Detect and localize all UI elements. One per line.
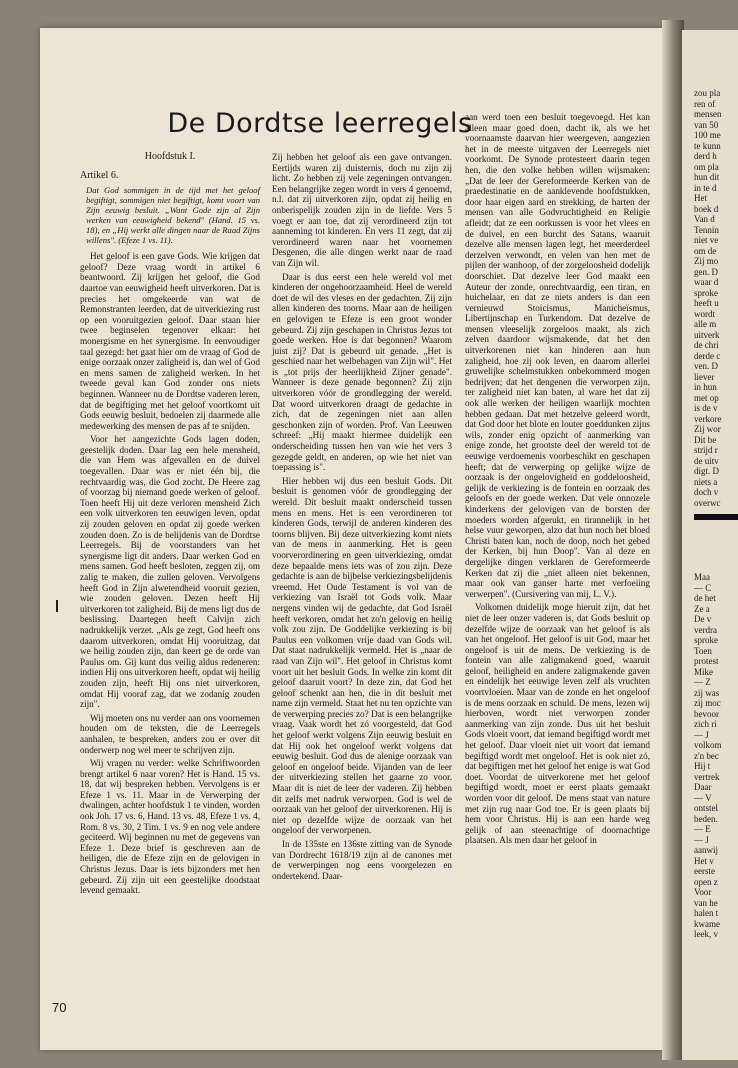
facing-page-line: z'n bec	[694, 750, 719, 761]
paragraph: Wij moeten ons nu verder aan ons voornemen houden om de teksten, die de Leerregels aanhalen, te bespreken, anders zou er over dit onderwerp nog wel meer te schrijven zijn.	[80, 712, 260, 755]
facing-page-line: halen t	[694, 908, 719, 918]
facing-page-line: digt. D	[694, 466, 720, 476]
facing-page-line: Zij wor	[694, 424, 721, 434]
facing-page-line: Mike	[694, 666, 713, 677]
facing-page-line: boek d	[694, 203, 719, 214]
facing-page-line: aanwij	[694, 845, 718, 855]
book-gutter	[662, 20, 684, 1060]
facing-page-line: Zij mo	[694, 256, 719, 266]
paragraph: Voor het aangezichte Gods lagen doden, geestelijk doden. Daar lag een hele mensheid, die van Hem was afgevallen en de duivel toegevallen. Daar was er niet één bij, die rechtvaardig was, die God zocht. De Heere zag of voorzag bij niemand goede werken of geloof. Toen heeft Hij uit deze verloren mensheid Zich een volk uitverkoren ten eeuwigen leven, opdat zij zouden geloven en opdat zij goede werken zouden doen. Zo is de belijdenis van de Dordtse Leerregels. Bij de voorstanders van het synergisme ligt dit anders. Daar werken God en mens samen. God heeft besloten, zeggen zij, om zalig te maken, die zullen geloven. Vervolgens heeft God in Zijn alwetendheid vooruit gezien, wie zouden geloven. Dezen heeft Hij uitverkoren tot zaligheid. Bij de mens ligt dus de beslissing. Daartegen heeft Calvijn zich nadrukkelijk verzet. „Als ge zegt, God heeft ons daarom uitverkoren, omdat Hij vooruitzag, dat we heilig zouden zijn, dan keert ge de orde van Paulus om. Gij kunt dus veilig aldus redeneren: indien Hij ons uitverkoren heeft, opdat wij heilig zouden zijn, heeft Hij ons niet uitverkoren, omdat Hij vooraf zag, dat we zodanig zouden zijn".	[80, 434, 260, 710]
section-bar	[694, 514, 738, 520]
facing-page-line: de het	[694, 593, 716, 603]
facing-page	[682, 30, 738, 1060]
column-3	[465, 112, 650, 849]
margin-mark	[56, 600, 58, 612]
facing-page-line: — E	[694, 824, 711, 834]
facing-page-line: de chri	[694, 340, 719, 350]
facing-page-line: vertrek	[694, 771, 720, 782]
facing-page-line: protest	[694, 656, 719, 666]
facing-page-line: met op	[694, 392, 719, 403]
chapter-heading: Hoofdstuk I.	[144, 151, 196, 162]
facing-page-line: Tennin	[694, 224, 719, 235]
article-title: De Dordtse leerregels	[167, 108, 473, 139]
facing-page-line: niets a	[694, 476, 718, 487]
facing-page-line: beden.	[694, 813, 718, 824]
facing-page-top-text	[682, 30, 738, 508]
article-heading: Artikel 6.	[80, 169, 119, 181]
facing-page-line: derd h	[694, 151, 717, 161]
facing-page-line: mensen	[694, 109, 722, 119]
facing-page-line: Voor	[694, 887, 712, 897]
facing-page-line: Het	[694, 193, 707, 203]
facing-page-line: van 50	[694, 119, 719, 130]
facing-page-line: zij moc	[694, 698, 721, 708]
facing-page-line: niet ve	[694, 235, 719, 245]
column-2	[272, 152, 452, 884]
facing-page-line: te kunn	[694, 140, 721, 151]
facing-page-line: — V	[694, 792, 712, 803]
facing-page-line: verdra	[694, 624, 717, 635]
paragraph: Wij vragen nu verder: welke Schriftwoorden brengt artikel 6 naar voren? Het is Hand. 15 vs. 18, dat wij bespreken hebben. Vervolgens is er Efeze 1 vs. 11. Maar in de Verwerping der dwalingen, achter hoofdstuk 1 te vinden, worden ook Joh. 17 vs. 6, Hand. 13 vs. 48, Efeze 1 vs. 4, Rom. 8 vs. 30, 2 Tim. 1 vs. 9 en nog vele andere geciteerd. Wij beginnen nu met de gegevens van Efeze 1. Deze brief is geschreven aan de heiligen, die de Efeze zijn en de gelovigen in Christus Jezus. Daar is iets bijzonders met hen gebeurd. Zij zijn uit een geestelijke doodstaat levend gemaakt.	[80, 758, 260, 896]
facing-page-line: hun dit	[694, 172, 720, 182]
facing-page-bottom-text	[682, 526, 738, 940]
facing-page-line: — J	[694, 834, 709, 845]
page-number: 70	[52, 1000, 67, 1015]
facing-page-line: alle m	[694, 319, 717, 329]
facing-page-line: Ze a	[694, 603, 710, 614]
facing-page-line: uitverk	[694, 329, 720, 340]
facing-page-line: verkore	[694, 413, 722, 424]
facing-page-line: doch v	[694, 487, 719, 497]
facing-page-line: de uitv	[694, 455, 719, 466]
facing-page-line: is de v	[694, 403, 718, 413]
facing-page-line: overwc	[694, 497, 721, 508]
facing-page-line: Van d	[694, 214, 715, 224]
article-quote: Dat God sommigen in de tijd met het geloof begiftigt, sommigen niet begiftigt, komt voort van Zijn eeuwig besluit. „Want Gode zijn al Zijn werken van eeuwigheid bekend" (Hand. 15 vs. 18), en „Hij werkt alle dingen naar de Raad Zijns willens". (Efeze 1 vs. 11).	[86, 185, 260, 246]
facing-page-line: liever	[694, 371, 715, 382]
facing-page-line: van he	[694, 897, 718, 908]
facing-page-line: leek, v	[694, 929, 718, 939]
facing-page-line: Toen	[694, 645, 712, 656]
paragraph: In de 135ste en 136ste zitting van de Synode van Dordrecht 1618/19 zijn al de canones met de verwerpingen nog eens voorgelezen en ondertekend. Daar-	[272, 839, 452, 881]
facing-page-line: om de	[694, 245, 717, 256]
facing-page-line: Maa	[694, 572, 710, 582]
facing-page-line: 100 me	[694, 130, 721, 140]
facing-page-line: Daar	[694, 782, 712, 792]
facing-page-line: sproke	[694, 287, 718, 298]
facing-page-line: zich ri	[694, 719, 717, 729]
facing-page-line: ven. D	[694, 361, 718, 371]
facing-page-line: Het v	[694, 855, 714, 866]
facing-page-line: strijd r	[694, 445, 718, 455]
facing-page-line: ren of	[694, 98, 716, 109]
facing-page-line: kwame	[694, 918, 720, 929]
paragraph: Zij hebben het geloof als een gave ontvangen. Eertijds waren zij duisternis, doch nu zijn zij licht. Zo hebben zij vele zegeningen ontvangen. Een belangrijke zegen wordt in vers 4 genoemd, n.l. dat zij uitverkoren zijn, opdat zij heilig en onberispelijk zouden zijn in de liefde. Vers 5 voegt er aan toe, dat zij verordineerd zijn tot aanneming tot kinderen. En vers 11 zegt, dat zij verordineerd waren naar het voornemen Desgenen, die alle dingen werkt naar de raad van Zijn wil.	[272, 152, 452, 268]
facing-page-line: zij was	[694, 687, 720, 698]
column-1	[80, 152, 260, 899]
paragraph: Hier hebben wij dus een besluit Gods. Dit besluit is genomen vóór de grondlegging der wereld. Dit besluit maakt onderscheid tussen mens en mens. Het is een verordineren tot kinderen Gods, terwijl de anderen kinderen des toorns blijven. Bij deze uitverkiezing komt niets van de mens in aanmerking. Het is geen voorverordinering en geen uitverkiezing, omdat deze bepaalde mens iets was of zou zijn. Deze gedachte is aan de bijbelse verkiezingsbelijdenis vreemd. Het Oude Testament is vol van de verkiezing van Israël tot Gods volk. Maar nergens vinden wij de gedachte, dat God Israël heeft verkoren, omdat het zo'n gelovig en heilig volk zou zijn. De Goddelijke verkiezing is bij Paulus een volkomen vrije daad van Gods wil. Dat staat nadrukkelijk vermeld. Het is „naar de raad van Zijn wil". Het geloof in Christus komt voort uit het besluit Gods. In welke zin komt dit geloof daaruit voort? In deze zin, dat God het geloof schenkt aan hen, die in dit besluit met name zijn vermeld. Staat het nu ten opzichte van de verwerping precies zo? Dat is een belangrijke vraag. Vaak wordt het zó voorgesteld, dat God het geloof werkt volgens Zijn eeuwig besluit en dat Hij ook het ongeloof werkt volgens dat eeuwig besluit. God dus de alenige oorzaak van geloof en ongeloof beide. Vijanden van de leer der uitverkiezing stellen het gaarne zo voor. Maar dit is niet de leer der vaderen. Zij hebben dit zelfs met nadruk verworpen. God is wel de oorzaak van het geloof der uitverkorenen. Hij is niet op dezelfde wijze de oorzaak van het ongeloof der verworpenen.	[272, 475, 452, 836]
facing-page-line: De v	[694, 614, 712, 624]
facing-page-line: heeft u	[694, 298, 719, 308]
paragraph: aan werd toen een besluit toegevoegd. Het kan alleen maar goed doen, dacht ik, als we het voornaamste daarvan hier weergeven, aangezien het in de meeste uitgaven der Leerregels niet voorkomt. De Synode protesteert daarin tegen hen, die den volke hebben willen wijsmaken: „Dat de leer der Gereformeerde Kerken van de praedestinatie en de aanklevende hoofdstukken, door haar eigen aard en strekking, de harten der mensen van alle Godvruchtigheid en Religie afleidt; dat ze een oorkussen is voor het vlees en de duivel, en een burcht des Satans, waaruit dezelve alle mensen lagen legt, het meerderdeel derzelven verwondt, en velen van hen met de pijlen der wanhoop, of der zorgeloosheid dodelijk doorschiet. Dat dezelve leer God maakt een Auteur der zonde, onrechtvaardig, een tiran, en huichelaar, en dat ze niets anders is dan een vernieuwd Stoicismus, Manicheïsmus, Libertijnschap en Turkendom. Dat dezelve de mensen vleeselijk zorgeloos maakt, als zich zelven daardoor wijsmakende, dat het den uitverkorenen niet kan hinderen aan hun zaligheid, hoe zij ook leven, en daarom allerlei gruwelijke schelmstukken onbekommerd mogen bedrijven; dat het dengenen die verworpen zijn, ter zaligheid niet kan baten, al ware het dat zij ook alle werken der heiligen waarlijk mochten hebben gedaan. Dat met hetzelve geleerd wordt, dat God door het blote en louter goeddunken zijns wils, zonder enig opzicht of aanmerking van enige zonde, het grootste deel der wereld tot de eeuwige verdoemenis voorbeschikt en geschapen heeft; dat de verwerping op gelijke wijze de oorzaak is der ongelovigheid en goddeloosheid, gelijk de verkiezing is de fontein en oorzaak des geloofs en der goede werken. Dat vele onnozele kinderkens der gelovigen van de borsten der moeders worden afgerukt, en tirannelijk in het helse vuur geworpen, alzo dat hun noch het bloed Christi baten kan, noch de doop, noch het gebed der Kerken, bij hun Doop". Van al deze en dergelijke dingen verklaren de Gereformeerde Kerken dat zij die „niet alleen niet bekennen, maar ook van ganser harte met verfoeiing verwerpen". (Cursivering van mij, L. V.).	[465, 112, 650, 599]
facing-page-line: eerste	[694, 866, 715, 876]
facing-page-line: — J	[694, 729, 709, 740]
facing-page-line: in hun	[694, 382, 717, 392]
facing-page-line: bevoor	[694, 708, 719, 719]
facing-page-line: waar d	[694, 277, 719, 287]
facing-page-line: open z	[694, 876, 718, 887]
facing-page-line: Hij t	[694, 761, 711, 771]
facing-page-line: om pla	[694, 161, 719, 172]
facing-page-line: wordt	[694, 308, 715, 319]
paragraph: Volkomen duidelijk moge hieruit zijn, dat het niet de leer onzer vaderen is, dat Gods besluit op dezelfde wijze de oorzaak van het geloof is als van het ongeloof. Het geloof is uit God, maar het ongeloof is uit de mens. De verkiezing is de fontein van alle zaligmakend goed, waaruit geloof, heiligheid en andere zaligmakende gaven en eindelijk het eeuwige leven zelf als vruchten voortvloeien. Maar van de zonde en het ongeloof is de mens oorzaak en schuld. De mens, lezen wij hierboven, wordt niet verworpen zonder aanmerking van zijn zonde. Dus uit het besluit Gods vloeit voort, dat iemand begiftigd wordt met het geloof. Daar vloeit niet uit voort dat iemand begiftigd wordt met ongeloof. Het is ook niet zó, dat begiftigen met het geloof het enige is wat God doet. Voordat de uitverkorene met het geloof begiftigd wordt, moet er eerst plaats gemaakt worden voor dit geloof. De mens staat van nature met zijn rug naar God toe. Er is geen plaats bij hem voor Christus. Hij is aan een harde weg gelijk of aan steenachtige of doornachtige plaatsen. Als men daar het geloof in	[465, 602, 650, 846]
paragraph: Daar is dus eerst een hele wereld vol met kinderen der ongehoorzaamheid. Heel de wereld doet de wil des vleses en der gedachten. Zij zijn allen kinderen des toorns. Maar aan de heiligen en gelovigen te Efeze is een groot wonder gebeurd. Zij zijn geschapen in Christus Jezus tot goede werken. Hoe is dat begonnen? Waarom juist zij? Dat is gebeurd uit genade. „Het is geschied naar het welbehagen van Zijn wil". Het is „tot prijs der heerlijkheid Zijner genade". Wanneer is deze genade begonnen? Zij zijn uitverkoren vóór de grondlegging der wereld. Dat woord uitverkoren draagt de gedachte in zich, dat de zegeningen niet aan allen geschonken zijn of worden. Prof. Van Leeuwen schreef: „Hij maakt hiermee duidelijk een onderscheiding tussen hen van wie het vers 3 gezegde geldt, en anderen, op wie het niet van toepassing is".	[272, 271, 452, 473]
paragraph: Het geloof is een gave Gods. Wie krijgen dat geloof? Deze vraag wordt in artikel 6 beantwoord. Zij krijgen het geloof, die God daartoe van eeuwigheid heeft uitverkoren. Dat is precies het omgekeerde van wat de Remonstranten leerden, dat de uitverkiezing rust op een vooruitgezien geloof. Daar staan hier twee beginselen tegenover elkaar: het monergisme en het synergisme. In eenvoudiger taal gezegd: het gaat hier om de vraag of God de enige oorzaak onzer zaligheid is, dan wel of God en mens samen de zaligheid werken. In het tweede geval kan God zonder ons niets beginnen. Wanneer nu de Dordtse vaderen leren, dat de begiftiging met het geloof voortkomt uit Gods eeuwig besluit, bedoelen zij daarmede alle medewerking des mensen de pas af te snijden.	[80, 251, 260, 431]
facing-page-line: — Z	[694, 677, 711, 687]
facing-page-line: Dit be	[694, 434, 717, 445]
facing-page-line: gen. D	[694, 266, 718, 277]
facing-page-line: derde c	[694, 350, 721, 361]
facing-page-line: zou pla	[694, 88, 721, 98]
facing-page-line: ontstel	[694, 803, 718, 813]
facing-page-line: sproke	[694, 635, 718, 645]
facing-page-line: — C	[694, 582, 712, 593]
facing-page-line: volkom	[694, 740, 722, 750]
facing-page-line: in te d	[694, 182, 717, 193]
